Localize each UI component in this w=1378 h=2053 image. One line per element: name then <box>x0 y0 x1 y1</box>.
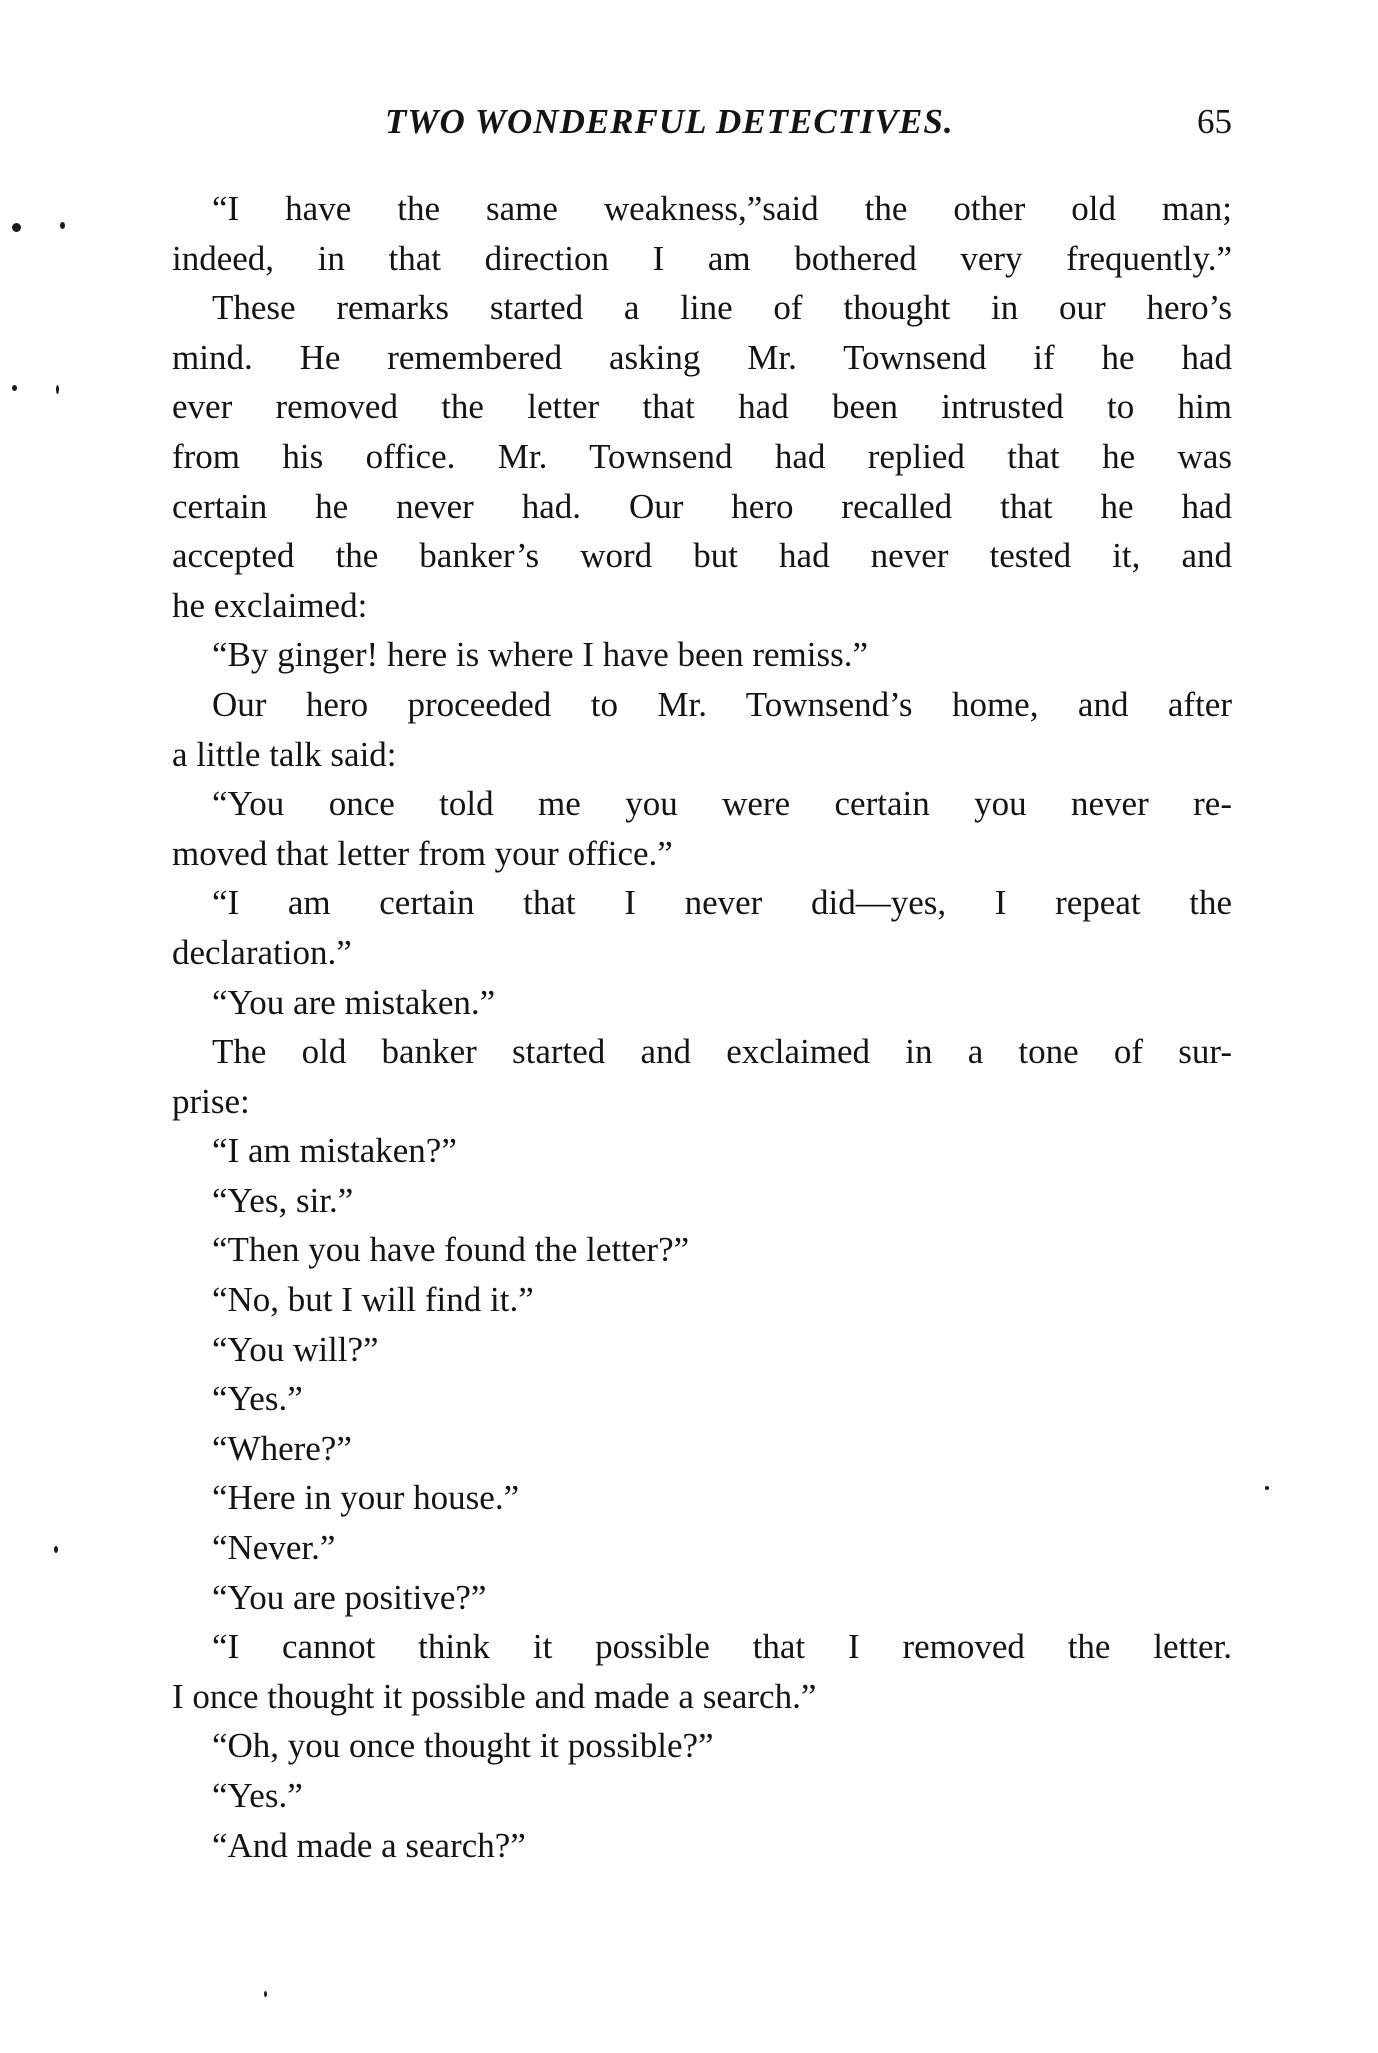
text-line: “I cannot think it possible that I removed the letter. <box>212 1627 1232 1667</box>
body-text <box>172 184 1232 1870</box>
scan-speck <box>54 1546 58 1553</box>
text-line: “By ginger! here is where I have been remiss.” <box>212 635 868 675</box>
text-line: “Then you have found the letter?” <box>212 1230 690 1270</box>
text-line: accepted the banker’s word but had never tested it, and <box>172 536 1232 576</box>
text-line: “I am mistaken?” <box>212 1131 457 1171</box>
text-line: indeed, in that direction I am bothered very frequently.” <box>172 238 1232 278</box>
text-line: “Yes.” <box>212 1379 303 1419</box>
text-line: “Where?” <box>212 1428 352 1468</box>
text-line: from his office. Mr. Townsend had replied that he was <box>172 436 1232 476</box>
text-line: “I have the same weakness,”said the other old man; <box>212 189 1232 228</box>
text-line: “You once told me you were certain you never re- <box>212 784 1232 824</box>
scan-speck <box>12 385 17 391</box>
text-line: “You are mistaken.” <box>212 982 496 1022</box>
text-line: “Yes, sir.” <box>212 1180 354 1220</box>
text-line: a little talk said: <box>172 734 397 774</box>
scan-speck <box>12 223 21 232</box>
text-line: “Oh, you once thought it possible?” <box>212 1726 714 1766</box>
text-line: “Here in your house.” <box>212 1478 520 1518</box>
text-line: “No, but I will find it.” <box>212 1280 534 1320</box>
text-line: certain he never had. Our hero recalled that he had <box>172 486 1232 526</box>
text-line: “I am certain that I never did—yes, I repeat the <box>212 883 1232 923</box>
text-line: Our hero proceeded to Mr. Townsend’s home, and after <box>212 684 1232 724</box>
text-line: “And made a search?” <box>212 1825 526 1865</box>
page-header <box>172 102 1232 152</box>
text-line: “You are positive?” <box>212 1577 487 1617</box>
text-line: ever removed the letter that had been intrusted to him <box>172 387 1232 427</box>
text-line: “Yes.” <box>212 1776 303 1815</box>
text-line: moved that letter from your office.” <box>172 833 673 873</box>
scan-speck <box>56 385 59 394</box>
text-line: “Never.” <box>212 1528 336 1568</box>
scan-speck <box>1265 1486 1269 1490</box>
scan-speck <box>264 1991 267 1997</box>
page-number: 65 <box>1197 102 1232 141</box>
running-head: TWO WONDERFUL DETECTIVES. <box>385 102 954 141</box>
text-line: mind. He remembered asking Mr. Townsend if he had <box>172 337 1232 377</box>
text-line: The old banker started and exclaimed in a tone of sur- <box>212 1032 1232 1072</box>
text-line: I once thought it possible and made a search.” <box>172 1676 817 1716</box>
text-line: declaration.” <box>172 932 352 972</box>
scan-speck <box>60 222 65 229</box>
text-line: he exclaimed: <box>172 585 368 625</box>
text-line: “You will?” <box>212 1329 379 1369</box>
text-line: prise: <box>172 1081 250 1121</box>
text-line: These remarks started a line of thought in our hero’s <box>212 288 1232 328</box>
